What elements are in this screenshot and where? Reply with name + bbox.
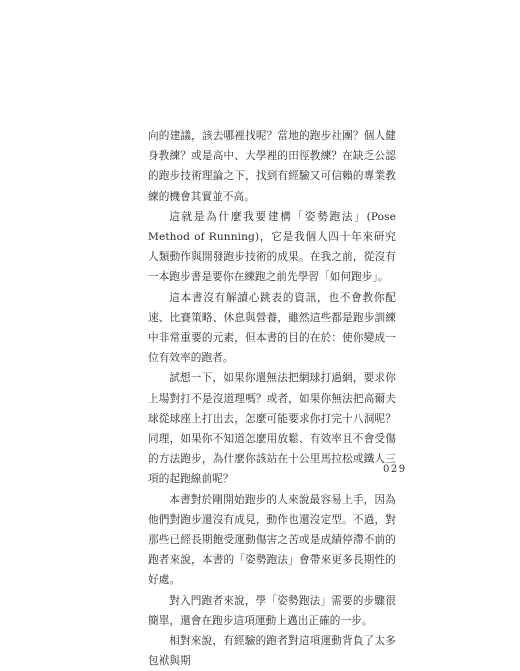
paragraph: 這就是為什麼我要建構「姿勢跑法」(Pose Method of Running)，它是我個人四十年來研究人類動作與開發跑步技術的成果。在我之前，從沒有一本跑步書是要你在練跑之前先學習「如何跑步」。 <box>148 210 396 284</box>
paragraph: 這本書沒有解讀心跳表的資訊，也不會教你配速、比賽策略、休息與營養，雖然這些都是跑步訓練中非常重要的元素，但本書的目的在於：使你變成一位有效率的跑者。 <box>148 291 396 365</box>
body-text <box>148 126 396 671</box>
paragraph: 本書對於剛開始跑步的人來說最容易上手，因為他們對跑步還沒有成見，動作也還沒定型。不過，對那些已經長期飽受運動傷害之苦或是成績停滯不前的跑者來說，本書的「姿勢跑法」會帶來更多長期性的好處。 <box>148 493 396 587</box>
paragraph: 相對來說，有經驗的跑者對這項運動背負了太多包袱與期 <box>148 635 396 668</box>
paragraph: 試想一下，如果你還無法把網球打過網，要求你上場對打不是沒道理嗎？或者，如果你無法把高爾夫球從球座上打出去，怎麼可能要求你打完十八洞呢？同理，如果你不知道怎麼用放鬆、有效率且不會受傷的方法跑步，為什麼你該站在十公里馬拉松或鐵人三項的起跑線前呢？ <box>148 372 396 486</box>
paragraph: 對入門跑者來說，學「姿勢跑法」需要的步驟很簡單，還會在跑步這項運動上邁出正確的一步。 <box>148 594 396 627</box>
page-number: 029 <box>383 464 407 475</box>
paragraph: 向的建議，該去哪裡找呢？當地的跑步社團？個人健身教練？或是高中、大學裡的田徑教練？在缺乏公認的跑步技術理論之下，找到有經驗又可信賴的專業教練的機會其實並不高。 <box>148 130 396 203</box>
